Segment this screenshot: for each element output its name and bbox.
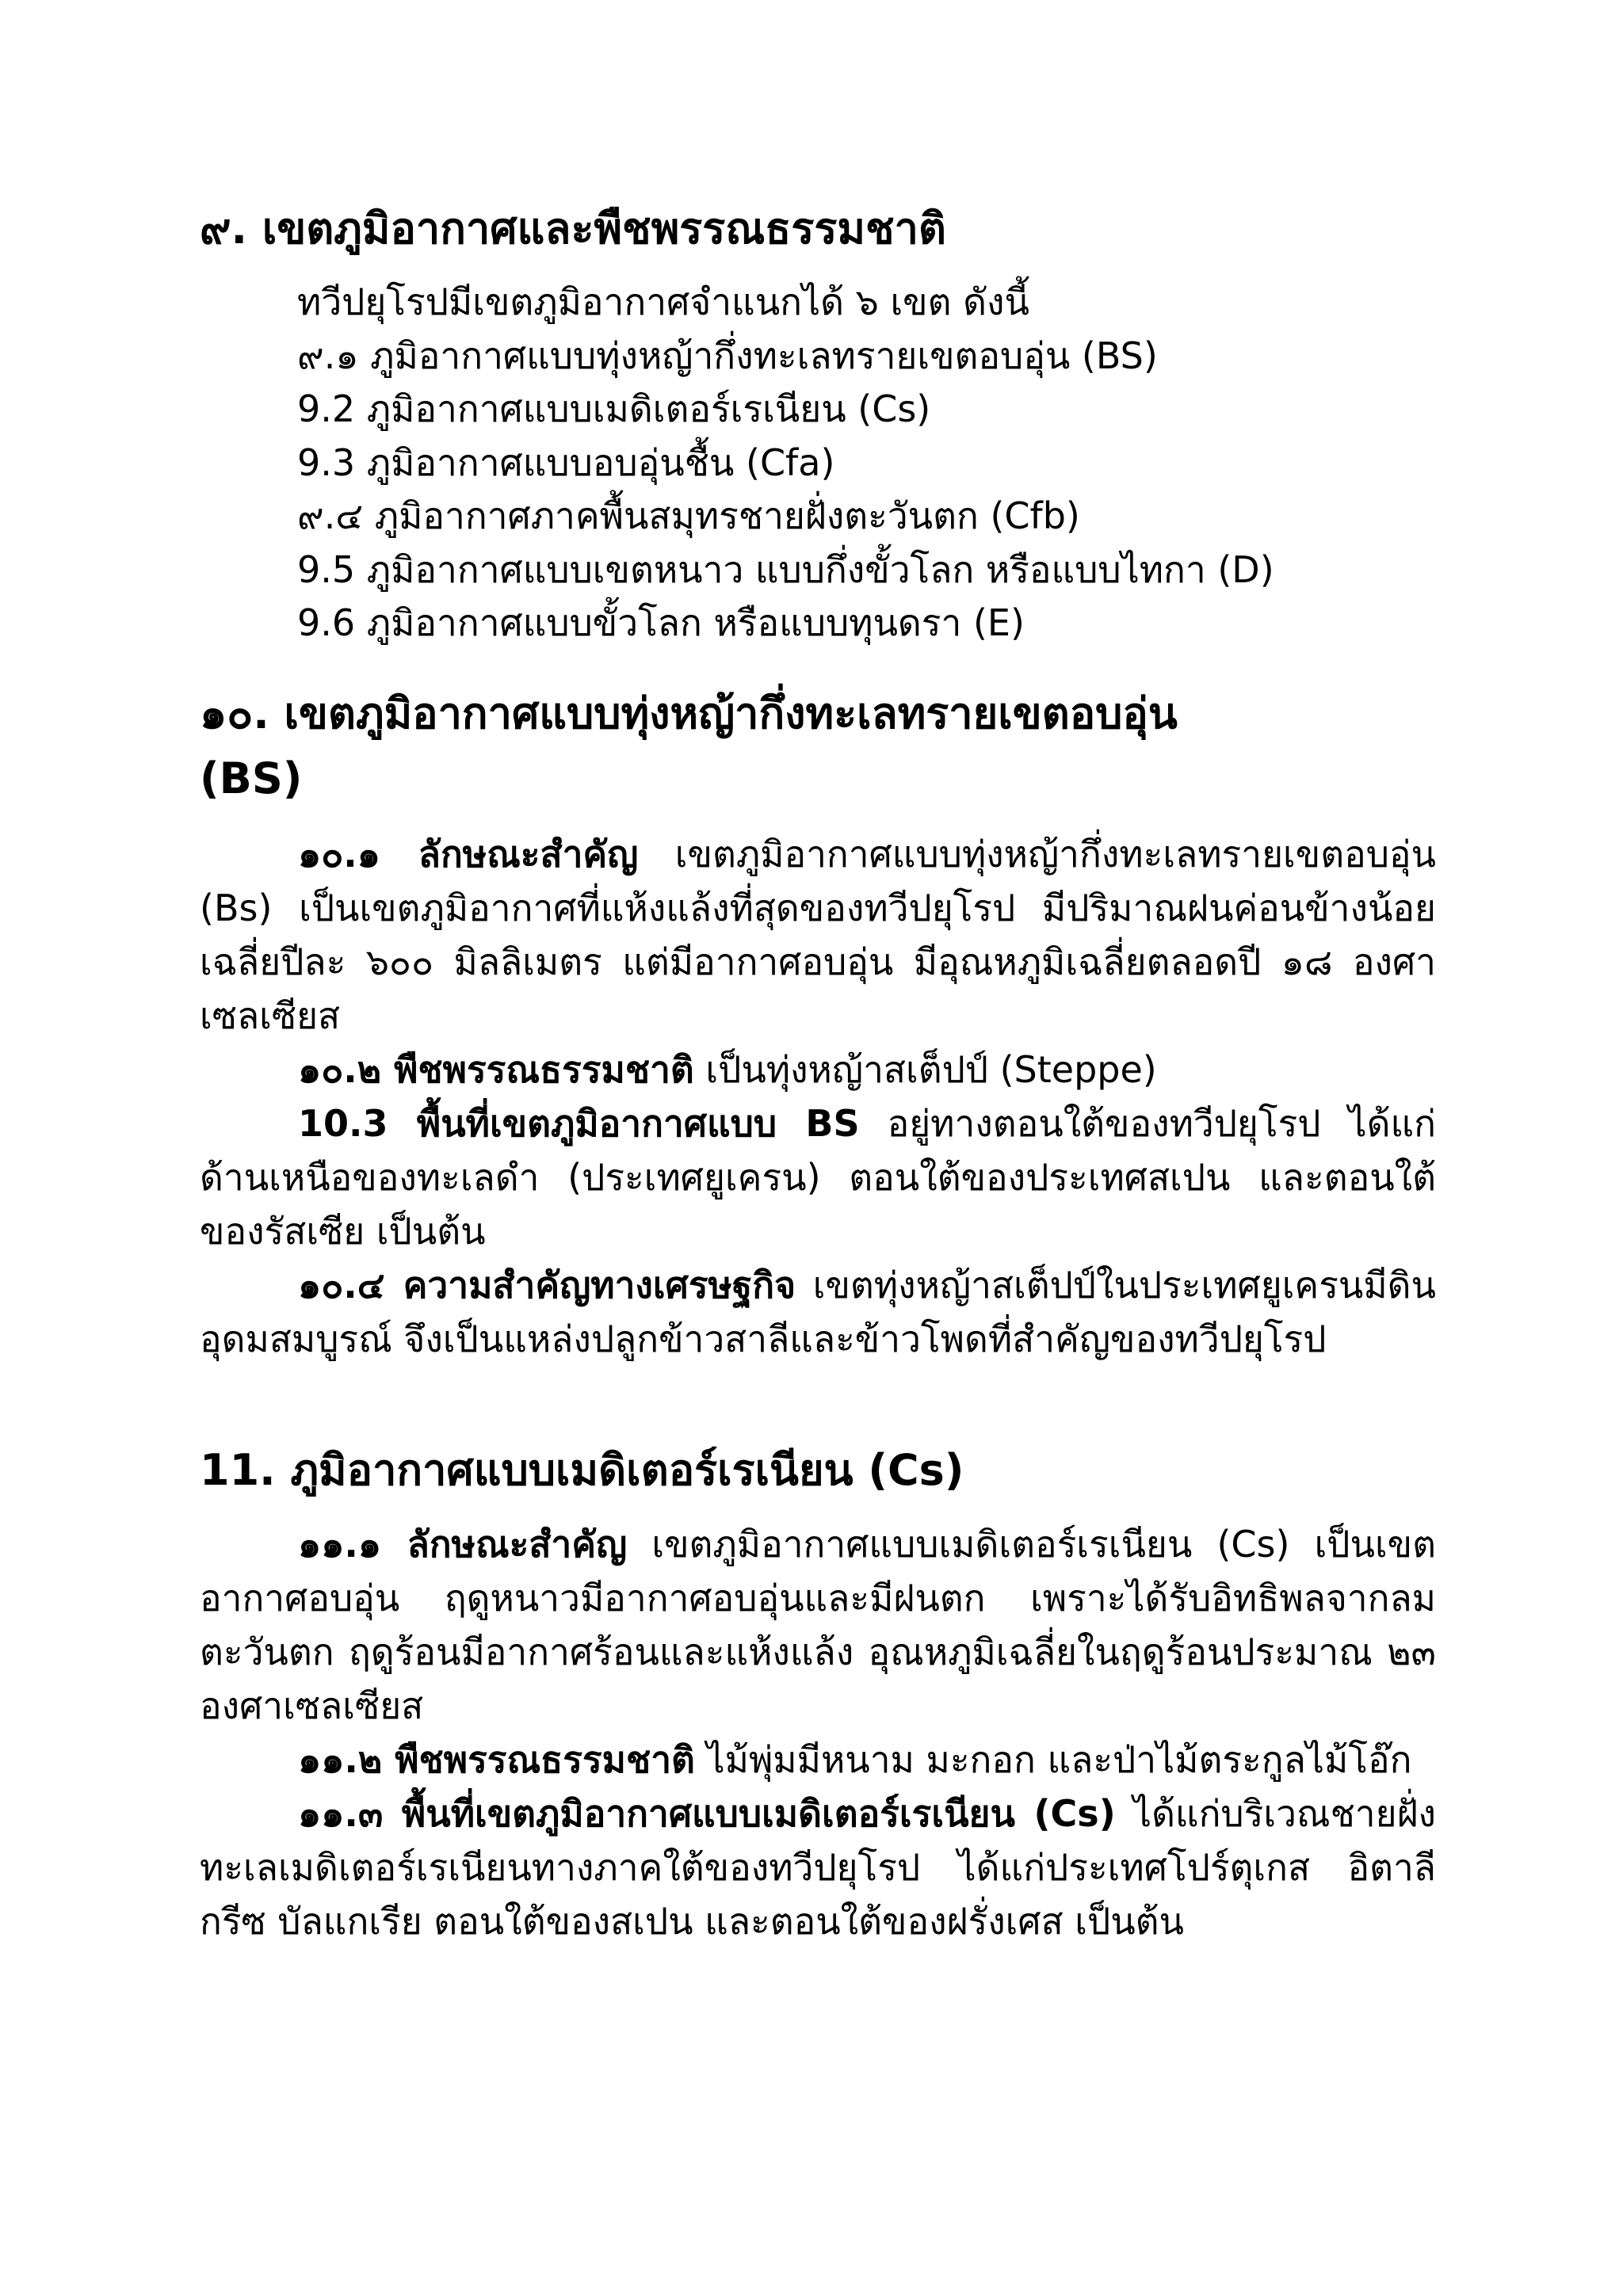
list-item: 9.2 ภูมิอากาศแบบเมดิเตอร์เรเนียน (Cs) (297, 387, 931, 430)
paragraph-lead: ๑๑.๑ ลักษณะสำคัญ (298, 1523, 628, 1566)
paragraph-text: เป็นทุ่งหญ้าสเต็ปป์ (Steppe) (693, 1048, 1157, 1091)
paragraph-text: เขตภูมิอากาศแบบทุ่งหญ้ากึ่งทะเลทรายเขตอบอุ่น (Bs) เป็นเขตภูมิอากาศที่แห้งแล้งที่สุดของทวีปยุโรป มีปริมาณฝนค่อนข้างน้อยเฉลี่ยปีละ ๖๐๐ มิลลิเมตร แต่มีอากาศอบอุ่น มีอุณหภูมิเฉลี่ยตลอดปี ๑๘ องศาเซลเซียส (200, 833, 1436, 1037)
section-9-intro: ทวีปยุโรปมีเขตภูมิอากาศจำแนกได้ ๖ เขต ดังนี้ (297, 280, 1029, 323)
section-11-body (200, 1517, 1436, 1948)
list-item: 9.3 ภูมิอากาศแบบอบอุ่นชื้น (Cfa) (297, 441, 835, 484)
paragraph-10-1 (200, 827, 1436, 1043)
section-10-heading-line1: ๑๐. เขตภูมิอากาศแบบทุ่งหญ้ากึ่งทะเลทรายเขตอบอุ่น (200, 688, 1178, 738)
section-11-heading: 11. ภูมิอากาศแบบเมดิเตอร์เรเนียน (Cs) (200, 1445, 964, 1495)
paragraph-text: ได้แก่บริเวณชายฝั่งทะเลเมดิเตอร์เรเนียนทางภาคใต้ของทวีปยุโรป ได้แก่ประเทศโปร์ตุเกส อิตาลี กรีซ บัลแกเรีย ตอนใต้ของสเปน และตอนใต้ของฝรั่งเศส เป็นต้น (200, 1792, 1436, 1943)
paragraph-lead: ๑๐.๒ พืชพรรณธรรมชาติ (298, 1048, 694, 1091)
section-9-list (297, 276, 1446, 650)
list-item: ๙.๔ ภูมิอากาศภาคพื้นสมุทรชายฝั่งตะวันตก (Cfb) (297, 494, 1080, 537)
section-10-body (200, 827, 1436, 1366)
paragraph-10-2 (200, 1043, 1436, 1097)
paragraph-text: เขตภูมิอากาศแบบเมดิเตอร์เรเนียน (Cs) เป็นเขตอากาศอบอุ่น ฤดูหนาวมีอากาศอบอุ่นและมีฝนตก เพราะได้รับอิทธิพลจากลมตะวันตก ฤดูร้อนมีอากาศร้อนและแห้งแล้ง อุณหภูมิเฉลี่ยในฤดูร้อนประมาณ ๒๓ องศาเซลเซียส (200, 1523, 1436, 1727)
paragraph-text: อยู่ทางตอนใต้ของทวีปยุโรป ได้แก่ ด้านเหนือของทะเลดำ (ประเทศยูเครน) ตอนใต้ของประเทศสเปน และตอนใต้ของรัสเซีย เป็นต้น (200, 1102, 1436, 1253)
paragraph-text: เขตทุ่งหญ้าสเต็ปป์ในประเทศยูเครนมีดินอุดมสมบูรณ์ จึงเป็นแหล่งปลูกข้าวสาลีและข้าวโพดที่สำคัญของทวีปยุโรป (200, 1264, 1436, 1360)
paragraph-lead: ๑๑.๒ พืชพรรณธรรมชาติ (298, 1738, 695, 1781)
paragraph-11-2 (200, 1733, 1436, 1787)
section-10-heading-line2: (BS) (200, 753, 303, 803)
paragraph-10-4 (200, 1258, 1436, 1366)
paragraph-lead: ๑๐.๔ ความสำคัญทางเศรษฐกิจ (298, 1264, 796, 1306)
list-item: 9.5 ภูมิอากาศแบบเขตหนาว แบบกึ่งขั้วโลก หรือแบบไทกา (D) (297, 547, 1274, 591)
section-9-heading: ๙. เขตภูมิอากาศและพืชพรรณธรรมชาติ (200, 204, 946, 254)
list-item: 9.6 ภูมิอากาศแบบขั้วโลก หรือแบบทุนดรา (E) (297, 601, 1025, 644)
paragraph-11-3 (200, 1787, 1436, 1948)
paragraph-10-3 (200, 1097, 1436, 1258)
paragraph-11-1 (200, 1517, 1436, 1733)
paragraph-lead: ๑๑.๓ พื้นที่เขตภูมิอากาศแบบเมดิเตอร์เรเนียน (Cs) (298, 1792, 1116, 1835)
list-item: ๙.๑ ภูมิอากาศแบบทุ่งหญ้ากึ่งทะเลทรายเขตอบอุ่น (BS) (297, 334, 1158, 377)
paragraph-lead: 10.3 พื้นที่เขตภูมิอากาศแบบ BS (298, 1102, 860, 1145)
paragraph-lead: ๑๐.๑ ลักษณะสำคัญ (298, 833, 639, 875)
paragraph-text: ไม้พุ่มมีหนาม มะกอก และป่าไม้ตระกูลไม้โอ๊ก (694, 1738, 1412, 1781)
section-10-heading (200, 681, 1436, 811)
